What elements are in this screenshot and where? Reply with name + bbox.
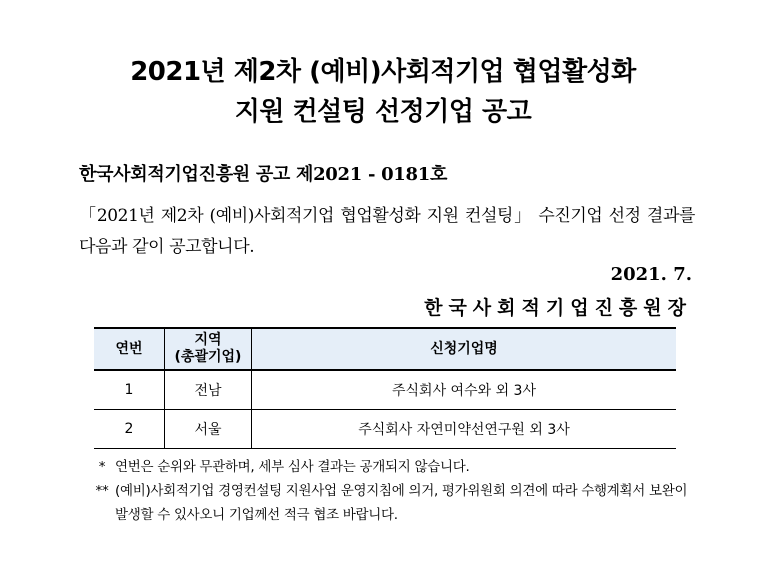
document-title-line-1: 2021년 제2차 (예비)사회적기업 협업활성화 — [130, 57, 636, 87]
footnote-text: (예비)사회적기업 경영컨설팅 지원사업 운영지침에 의거, 평가위원회 의견에 따라 수행계획서 보완이 발생할 수 있사오니 기업께선 적극 협조 바랍니다. — [115, 483, 688, 523]
selected-companies-table — [94, 327, 676, 449]
row-no: 1 — [94, 370, 165, 410]
footnote-mark: ** — [95, 483, 109, 499]
table-header-row — [94, 328, 676, 370]
row-region: 서울 — [165, 410, 252, 449]
announcement-date: 2021. 7. — [610, 264, 692, 285]
header-region-line-2: (총괄기업) — [174, 349, 242, 365]
header-no: 연번 — [94, 328, 165, 370]
table-row — [94, 410, 676, 449]
row-company: 주식회사 자연미약선연구원 외 3사 — [252, 410, 677, 449]
header-company: 신청기업명 — [252, 328, 677, 370]
issuer-name: 한국사회적기업진흥원장 — [424, 297, 692, 319]
table-row — [94, 370, 676, 410]
row-no: 2 — [94, 410, 165, 449]
footnote-mark: * — [98, 459, 106, 475]
footnote-text: 연번은 순위와 무관하며, 세부 심사 결과는 공개되지 않습니다. — [115, 459, 470, 475]
notice-number: 한국사회적기업진흥원 공고 제2021 - 0181호 — [79, 164, 448, 185]
row-company: 주식회사 여수와 외 3사 — [252, 370, 677, 410]
footnotes — [89, 455, 699, 527]
footnote — [89, 479, 699, 527]
announcement-body: 「2021년 제2차 (예비)사회적기업 협업활성화 지원 컨설팅」 수진기업 선정 결과를 다음과 같이 공고합니다. — [79, 206, 695, 257]
header-region — [165, 328, 252, 370]
header-region-line-1: 지역 — [194, 332, 222, 348]
row-region: 전남 — [165, 370, 252, 410]
footnote — [89, 455, 699, 479]
document-title-line-2: 지원 컨설팅 선정기업 공고 — [234, 97, 532, 127]
